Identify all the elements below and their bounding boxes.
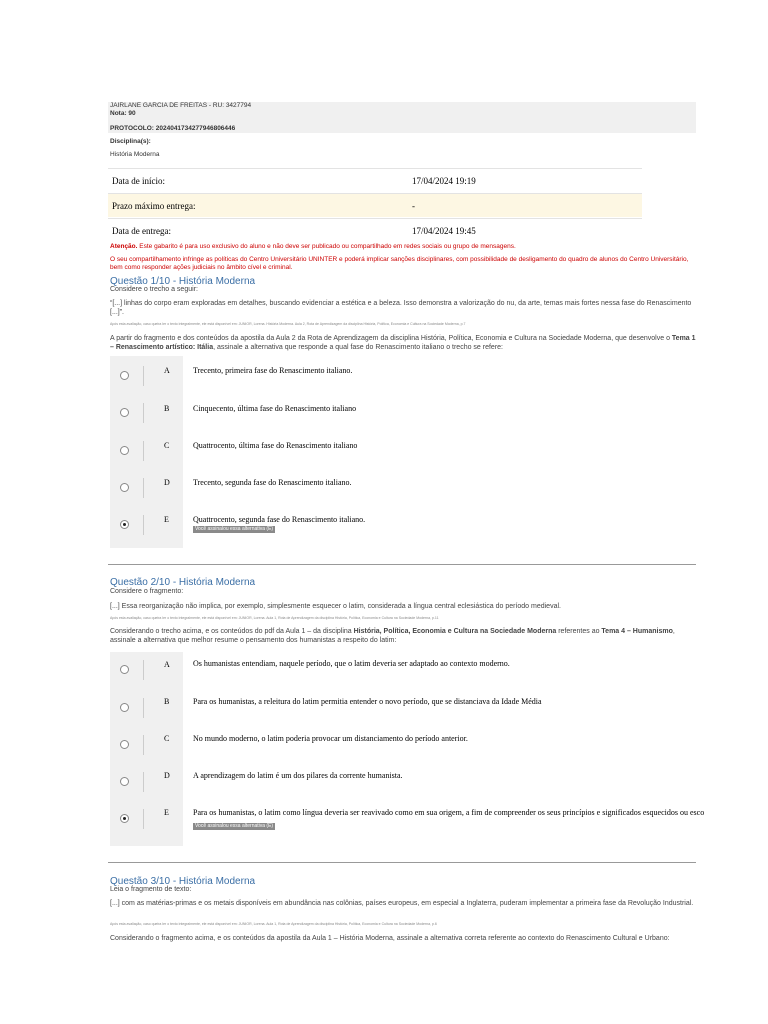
option-text: Quattrocento, segunda fase do Renascimento italiano.: [193, 515, 366, 524]
divider: [143, 698, 144, 718]
start-date-label: Data de início:: [112, 176, 165, 186]
option-letter: C: [164, 734, 170, 743]
option-letter: E: [164, 808, 169, 817]
discipline-name: História Moderna: [110, 151, 160, 158]
option-letter: B: [164, 404, 170, 413]
divider: [143, 478, 144, 498]
radio-button[interactable]: [120, 446, 129, 455]
divider: [143, 809, 144, 829]
deadline-value: -: [412, 201, 415, 211]
option-text: Trecento, segunda fase do Renascimento italiano.: [193, 478, 352, 487]
question-1-source: Após esta avaliação, caso queira ler o texto integralmente, ele está disponível em: JUNIOR, Lorena. História Moderna. Aula 2, Rota de Aprendizagem da disciplina História, Política, Economia e Cultura na Sociedade Moderna, p.7: [110, 322, 466, 326]
submit-date-row: [108, 218, 642, 242]
option-text: Quattrocento, última fase do Renascimento italiano: [193, 441, 358, 450]
question-3-source: Após esta avaliação, caso queira ler o texto integralmente, ele está disponível em: JUNIOR, Lorena. Aula 1, Rota de Aprendizagem da disciplina História, Política, Economia e Cultura na Sociedade Moderna, p.6: [110, 922, 437, 926]
discipline-label: Disciplina(s):: [110, 138, 151, 145]
radio-button-selected[interactable]: [120, 520, 129, 529]
start-date-value: 17/04/2024 19:19: [412, 176, 476, 186]
radio-button[interactable]: [120, 777, 129, 786]
question-2-source: Após esta avaliação, caso queira ler o texto integralmente, ele está disponível em: JUNIOR, Lorena. Aula 1, Rota de Aprendizagem da disciplina História, Política, Economia e Cultura na Sociedade Moderna, p.11: [110, 616, 439, 620]
question-divider: [108, 862, 696, 863]
notice-line-1: Atenção. Este gabarito é para uso exclusivo do aluno e não deve ser publicado ou compartilhado em redes sociais ou grupo de mensagens.: [110, 243, 516, 250]
grade: Nota: 90: [110, 110, 136, 117]
answered-badge: Você assinalou essa alternativa (E): [195, 823, 274, 829]
divider: [143, 772, 144, 792]
question-2-prompt: Considerando o trecho acima, e os conteúdos do pdf da Aula 1 – da disciplina História, Política, Economia e Cultura na Sociedade Moderna referentes ao Tema 4 – Humanismo, assinale a alternativa que melhor resume o pensamento dos humanistas a respeito do latim:: [110, 628, 675, 644]
option-text: Os humanistas entendiam, naquele período, que o latim deveria ser adaptado ao contexto moderno.: [193, 659, 510, 668]
submit-date-label: Data de entrega:: [112, 226, 171, 236]
divider: [143, 441, 144, 461]
divider: [143, 515, 144, 535]
notice-line-2: O seu compartilhamento infringe as políticas do Centro Universitário UNINTER e poderá implicar sanções disciplinares, com possibilidade de desligamento do quadro de alunos do Centro Universitário, bem como responder ações judiciais no âmbito cível e criminal.: [110, 256, 689, 271]
radio-button[interactable]: [120, 371, 129, 380]
option-letter: D: [164, 771, 170, 780]
question-3-title: Questão 3/10 - História Moderna: [110, 876, 256, 887]
question-3-intro: Leia o fragmento de texto:: [110, 886, 192, 893]
radio-button[interactable]: [120, 483, 129, 492]
divider: [143, 735, 144, 755]
question-divider: [108, 564, 696, 565]
question-3-quote: [...] com as matérias-primas e os metais disponíveis em abundância nas colônias, países europeus, em especial a Inglaterra, puderam implementar a primeira fase da Revolução Industrial.: [110, 900, 694, 907]
deadline-label: Prazo máximo entrega:: [112, 201, 196, 211]
radio-button[interactable]: [120, 408, 129, 417]
radio-button[interactable]: [120, 703, 129, 712]
option-letter: A: [164, 660, 170, 669]
option-text: Trecento, primeira fase do Renascimento italiano.: [193, 366, 353, 375]
option-letter: A: [164, 366, 170, 375]
question-1-quote: “[...] linhas do corpo eram exploradas em detalhes, buscando evidenciar a estética e a beleza. Isso demonstra a valorização do nu, da arte, temas mais fortes nessa fase do Renascimento [...]”.: [110, 300, 692, 316]
protocol: PROTOCOLO: 2024041734277946806446: [110, 125, 236, 132]
question-1-intro: Considere o trecho a seguir:: [110, 286, 198, 293]
question-1-prompt: A partir do fragmento e dos conteúdos da apostila da Aula 2 da Rota de Aprendizagem da disciplina História, Política, Economia e Cultura na Sociedade Moderna, que desenvolve o Tema 1 – Renascimento artístico: Itália, assinale a alternativa que responde a qual fase do Renascimento italiano o trecho se refere:: [110, 335, 696, 351]
radio-button[interactable]: [120, 740, 129, 749]
option-letter: E: [164, 515, 169, 524]
option-letter: D: [164, 478, 170, 487]
option-text: Para os humanistas, a releitura do latim permitia entender o novo período, que se distanciava da Idade Média: [193, 697, 542, 706]
start-date-row: [108, 168, 642, 192]
option-text: Cinquecento, última fase do Renascimento italiano: [193, 404, 357, 413]
question-2-title: Questão 2/10 - História Moderna: [110, 577, 256, 588]
option-text: Para os humanistas, o latim como língua deveria ser reavivado como em sua origem, a fim de compreender os seus princípios e significados esquecidos ou esco: [193, 808, 705, 817]
answered-badge: Você assinalou essa alternativa (E): [195, 526, 274, 532]
divider: [143, 366, 144, 386]
question-2-quote: [...] Essa reorganização não implica, por exemplo, simplesmente esquecer o latim, considerada a língua central eclesiástica do período medieval.: [110, 603, 561, 610]
divider: [143, 660, 144, 680]
question-3-prompt: Considerando o fragmento acima, e os conteúdos da apostila da Aula 1 – História Moderna, assinale a alternativa correta referente ao contexto do Renascimento Cultural e Urbano:: [110, 935, 670, 942]
question-1-title: Questão 1/10 - História Moderna: [110, 276, 256, 287]
option-text: A aprendizagem do latim é um dos pilares da corrente humanista.: [193, 771, 403, 780]
option-text: No mundo moderno, o latim poderia provocar um distanciamento do período anterior.: [193, 734, 468, 743]
deadline-row: [108, 193, 642, 217]
divider: [143, 403, 144, 423]
question-2-intro: Considere o fragmento:: [110, 588, 184, 595]
option-letter: C: [164, 441, 170, 450]
option-letter: B: [164, 697, 170, 706]
radio-button[interactable]: [120, 665, 129, 674]
submit-date-value: 17/04/2024 19:45: [412, 226, 476, 236]
student-name: JAIRLANE GARCIA DE FREITAS - RU: 3427794: [110, 102, 252, 109]
radio-button-selected[interactable]: [120, 814, 129, 823]
